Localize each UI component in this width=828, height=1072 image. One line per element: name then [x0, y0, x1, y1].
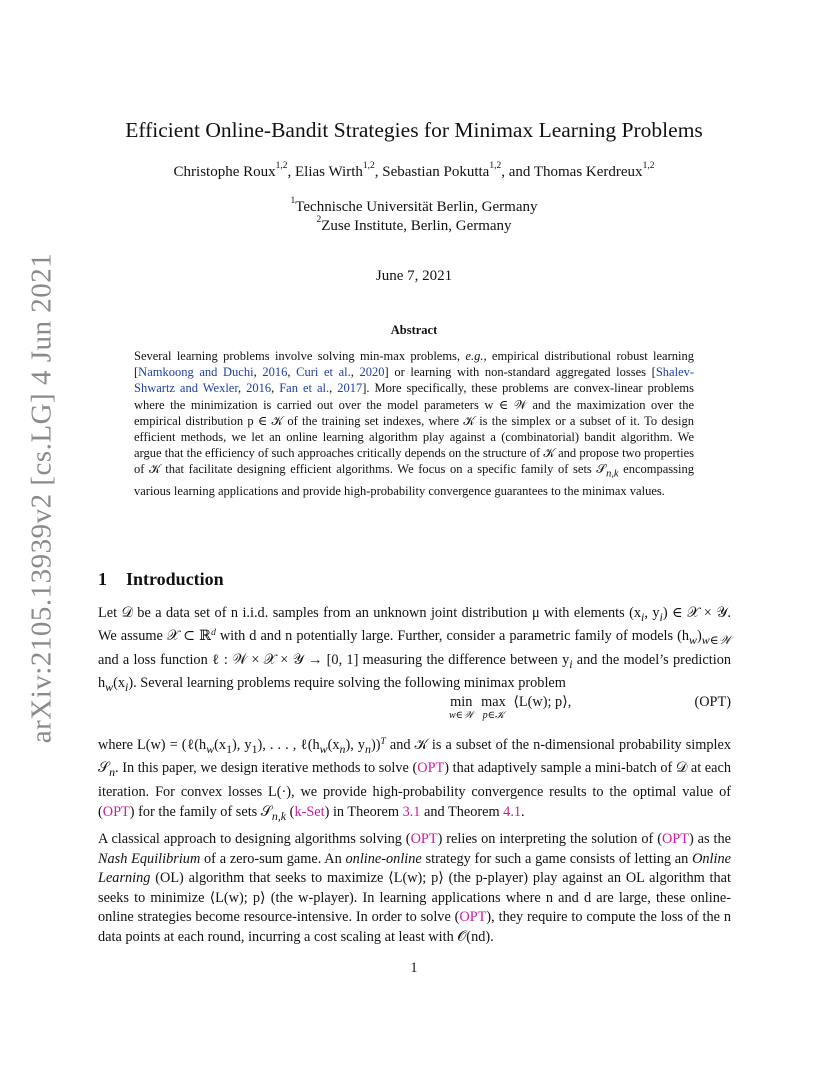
citation-link[interactable]: 2016: [246, 381, 272, 396]
operator-label: max: [481, 694, 506, 710]
abstract-body: Several learning problems involve solving min-max problems, e.g., empirical distributional robust learning [Namkoong and Duchi, 2016, Curi et al., 2020] or learning with non-standard aggregated losses [Shalev-Shwartz and Wexler, 2016, Fan et al., 2017]. More specifically, these problems are convex-linear problems where the minimization is carried out over the model parameters w ∈ 𝒲 and the maximization over the empirical distribution p ∈ 𝒦 of the training set indexes, where 𝒦 is the simplex or a subset of it. To design efficient methods, we let an online learning algorithm play against a (combinatorial) bandit algorithm. We argue that the efficiency of such approaches critically depends on the structure of 𝒦 and propose two properties of 𝒦 that facilitate designing efficient algorithms. We focus on a specific family of sets 𝒮$_{n,k}$ encompassing various learning applications and provide high-probability convergence guarantees to the minimax values.: [134, 349, 695, 499]
citation-link[interactable]: Shalev-Shwartz and Wexler: [134, 365, 695, 396]
math-subscript: i: [659, 609, 663, 624]
math-subscript: n: [109, 765, 116, 780]
paragraph-text: ): [697, 628, 702, 645]
paragraph-text: ) relies on interpreting the solution of (: [437, 831, 662, 847]
section-title: Introduction: [126, 569, 224, 589]
paragraph: [98, 736, 731, 826]
math-subscript: n,k: [606, 468, 619, 480]
paragraph-text: .: [521, 803, 525, 820]
paragraph-text: and 𝒦 is a subset of the n-dimensional probability simplex 𝒮: [98, 737, 732, 777]
equation-expression: ⟨L(w); p⟩,: [513, 694, 572, 710]
paragraph-text: ) ∈ 𝒳 × 𝒴. We assume 𝒳 ⊂ ℝ: [98, 605, 731, 645]
equation-body: [449, 694, 571, 721]
paragraph-text: (x: [327, 737, 340, 753]
math-subscript: 1: [251, 741, 258, 756]
author-separator: ,: [287, 164, 296, 180]
author-name: Sebastian Pokutta: [382, 164, 490, 180]
equation-ref-link[interactable]: OPT: [102, 803, 130, 820]
paragraph-text: ) in Theorem: [324, 803, 403, 820]
paragraph-text: A classical approach to designing algorithms solving (: [98, 831, 411, 847]
citation-link[interactable]: Namkoong and Duchi: [138, 365, 254, 380]
paper-title: Efficient Online-Bandit Strategies for Minimax Learning Problems: [125, 118, 703, 142]
citation-link[interactable]: Fan et al.: [279, 381, 330, 396]
paragraph-text: strategy for such a game consists of letting an: [421, 850, 693, 867]
math-subscript: 1: [226, 741, 233, 756]
math-superscript: d: [211, 628, 216, 639]
affiliation-mark: 2: [316, 215, 322, 225]
paragraph-text: and Theorem: [420, 803, 504, 820]
math-superscript: T: [380, 737, 386, 747]
math-subscript: w: [206, 741, 215, 756]
equation-tag: (OPT): [694, 694, 731, 710]
paragraph-text: ), they require to compute the loss of the n data points at each round, incurring a cost scaling at least with 𝒪(nd).: [98, 909, 731, 945]
paragraph-text: )): [370, 737, 381, 753]
abstract-text: encompassing various learning applications and provide high-probability convergence guarantees to the minimax values.: [134, 462, 694, 499]
paragraph-text: of a zero-sum game. An: [200, 850, 346, 867]
author-affil-mark: 1,2: [642, 161, 655, 171]
author-affil-mark: 1,2: [362, 161, 375, 171]
paragraph-text: with d and n potentially large. Further, consider a parametric family of models (h: [215, 628, 690, 645]
paragraph-text: ) for the family of sets 𝒮: [129, 803, 272, 820]
paper-date: June 7, 2021: [375, 268, 453, 284]
math-subscript: w: [105, 680, 114, 695]
theorem-ref-link[interactable]: 4.1: [503, 803, 522, 820]
arxiv-stamp: arXiv:2105.13939v2 [cs.LG] 4 Jun 2021: [25, 252, 58, 744]
abstract-text: , empirical distributional robust learning [: [134, 349, 694, 380]
author-affil-mark: 1,2: [489, 161, 502, 171]
math-subscript: i: [569, 656, 573, 671]
math-subscript: n: [365, 741, 371, 756]
paragraph-text: . In this paper, we design iterative methods to solve (: [115, 760, 418, 777]
affiliation: [0, 215, 828, 235]
citation-link[interactable]: 2016: [262, 365, 288, 380]
math-subscript: n: [339, 741, 346, 756]
affiliation-mark: 1: [290, 196, 296, 206]
citation-link[interactable]: Curi et al.: [296, 365, 351, 380]
math-subscript: n,k: [271, 808, 287, 823]
paragraph-text: where L(w) = (ℓ(h: [98, 737, 207, 753]
author-name: Elias Wirth: [295, 164, 363, 180]
abstract-text: Several learning problems involve solving min-max problems,: [134, 349, 466, 363]
equation-ref-link[interactable]: k-Set: [294, 803, 325, 820]
abstract-text: ] or learning with non-standard aggregated losses [: [384, 365, 656, 380]
emphasis-text: online-online: [345, 850, 422, 867]
author-list: [0, 161, 828, 181]
citation-link[interactable]: 2017: [337, 381, 363, 396]
author-separator: ,: [374, 164, 383, 180]
affiliation: [0, 196, 828, 216]
operator-subscript: w∈𝒲: [449, 710, 474, 721]
paragraph-text: (x: [214, 737, 227, 753]
math-subscript: w: [689, 633, 697, 648]
author-affil-mark: 1,2: [275, 161, 288, 171]
equation-ref-link[interactable]: OPT: [459, 909, 487, 926]
author-separator: , and: [501, 164, 534, 180]
paragraph-text: and a loss function ℓ : 𝒲 × 𝒳 × 𝒴 → [0, 1] measuring the difference between y: [98, 651, 570, 668]
paragraph: [98, 604, 731, 698]
paragraph-text: (x: [113, 675, 126, 692]
min-operator: [449, 694, 474, 721]
equation-ref-link[interactable]: OPT: [410, 831, 438, 847]
section-number: 1: [98, 569, 107, 589]
max-operator: [481, 694, 506, 721]
paragraph-text: ) as the: [689, 831, 731, 847]
paragraph-text: (: [286, 803, 295, 820]
theorem-ref-link[interactable]: 3.1: [402, 803, 421, 820]
operator-subscript: p∈𝒦: [482, 710, 505, 721]
operator-label: min: [450, 694, 473, 710]
paragraph-text: , y: [644, 605, 660, 621]
section-heading: [98, 569, 224, 590]
abstract-text: e.g.: [465, 349, 484, 363]
paragraph-text: ) that adaptively sample a mini-batch of 𝒟 at each iteration. For convex losses L(·), we provide high-probability convergence results to the optimal value of (: [98, 760, 731, 820]
paragraph-text: ), . . . , ℓ(h: [257, 737, 320, 753]
paragraph: [98, 830, 731, 948]
paragraph-text: and the model’s prediction h: [98, 651, 731, 692]
equation-ref-link[interactable]: OPT: [661, 831, 689, 847]
display-equation: [98, 694, 731, 724]
paragraph-text: (OL) algorithm that seeks to maximize ⟨L(w); p⟩ (the p-player) play against an OL algorithm that seeks to minimize ⟨L(w); p⟩ (the w-player). In learning applications where n and d are large, these online-online strategies become resource-intensive. In order to solve (: [98, 870, 731, 926]
author-name: Christophe Roux: [173, 164, 276, 180]
affiliation-text: Zuse Institute, Berlin, Germany: [321, 218, 512, 234]
math-subscript: i: [641, 609, 645, 624]
paragraph-text: ). Several learning problems require solving the following minimax problem: [128, 675, 566, 692]
citation-link[interactable]: 2020: [359, 365, 385, 380]
paragraph-text: ), y: [345, 737, 366, 753]
abstract-text: ]. More specifically, these problems are convex-linear problems where the minimization is carried out over the model parameters w ∈ 𝒲 and the maximization over the empirical distribution p ∈ 𝒦 of the training set indexes, where 𝒦 is the simplex or a subset of it. To design efficient methods, we let an online learning algorithm play against a (combinatorial) bandit algorithm. We argue that the efficiency of such approaches critically depends on the structure of 𝒦 and propose two properties of 𝒦 that facilitate designing efficient algorithms. We focus on a specific family of sets 𝒮: [134, 381, 695, 477]
paragraph-text: Let 𝒟 be a data set of n i.i.d. samples from an unknown joint distribution μ with elements (x: [98, 605, 642, 621]
math-subscript: i: [125, 680, 129, 695]
emphasis-text: Nash Equilibrium: [98, 850, 201, 867]
affiliation-text: Technische Universität Berlin, Germany: [295, 199, 538, 215]
equation-ref-link[interactable]: OPT: [417, 760, 445, 777]
paragraph-text: ), y: [232, 737, 252, 753]
author-name: Thomas Kerdreux: [533, 164, 643, 180]
abstract-heading: Abstract: [390, 323, 438, 337]
page-number: 1: [410, 960, 418, 976]
math-subscript: w: [319, 741, 328, 756]
emphasis-text: Online Learning: [98, 850, 731, 887]
math-subscript: w∈𝒲: [701, 633, 731, 648]
